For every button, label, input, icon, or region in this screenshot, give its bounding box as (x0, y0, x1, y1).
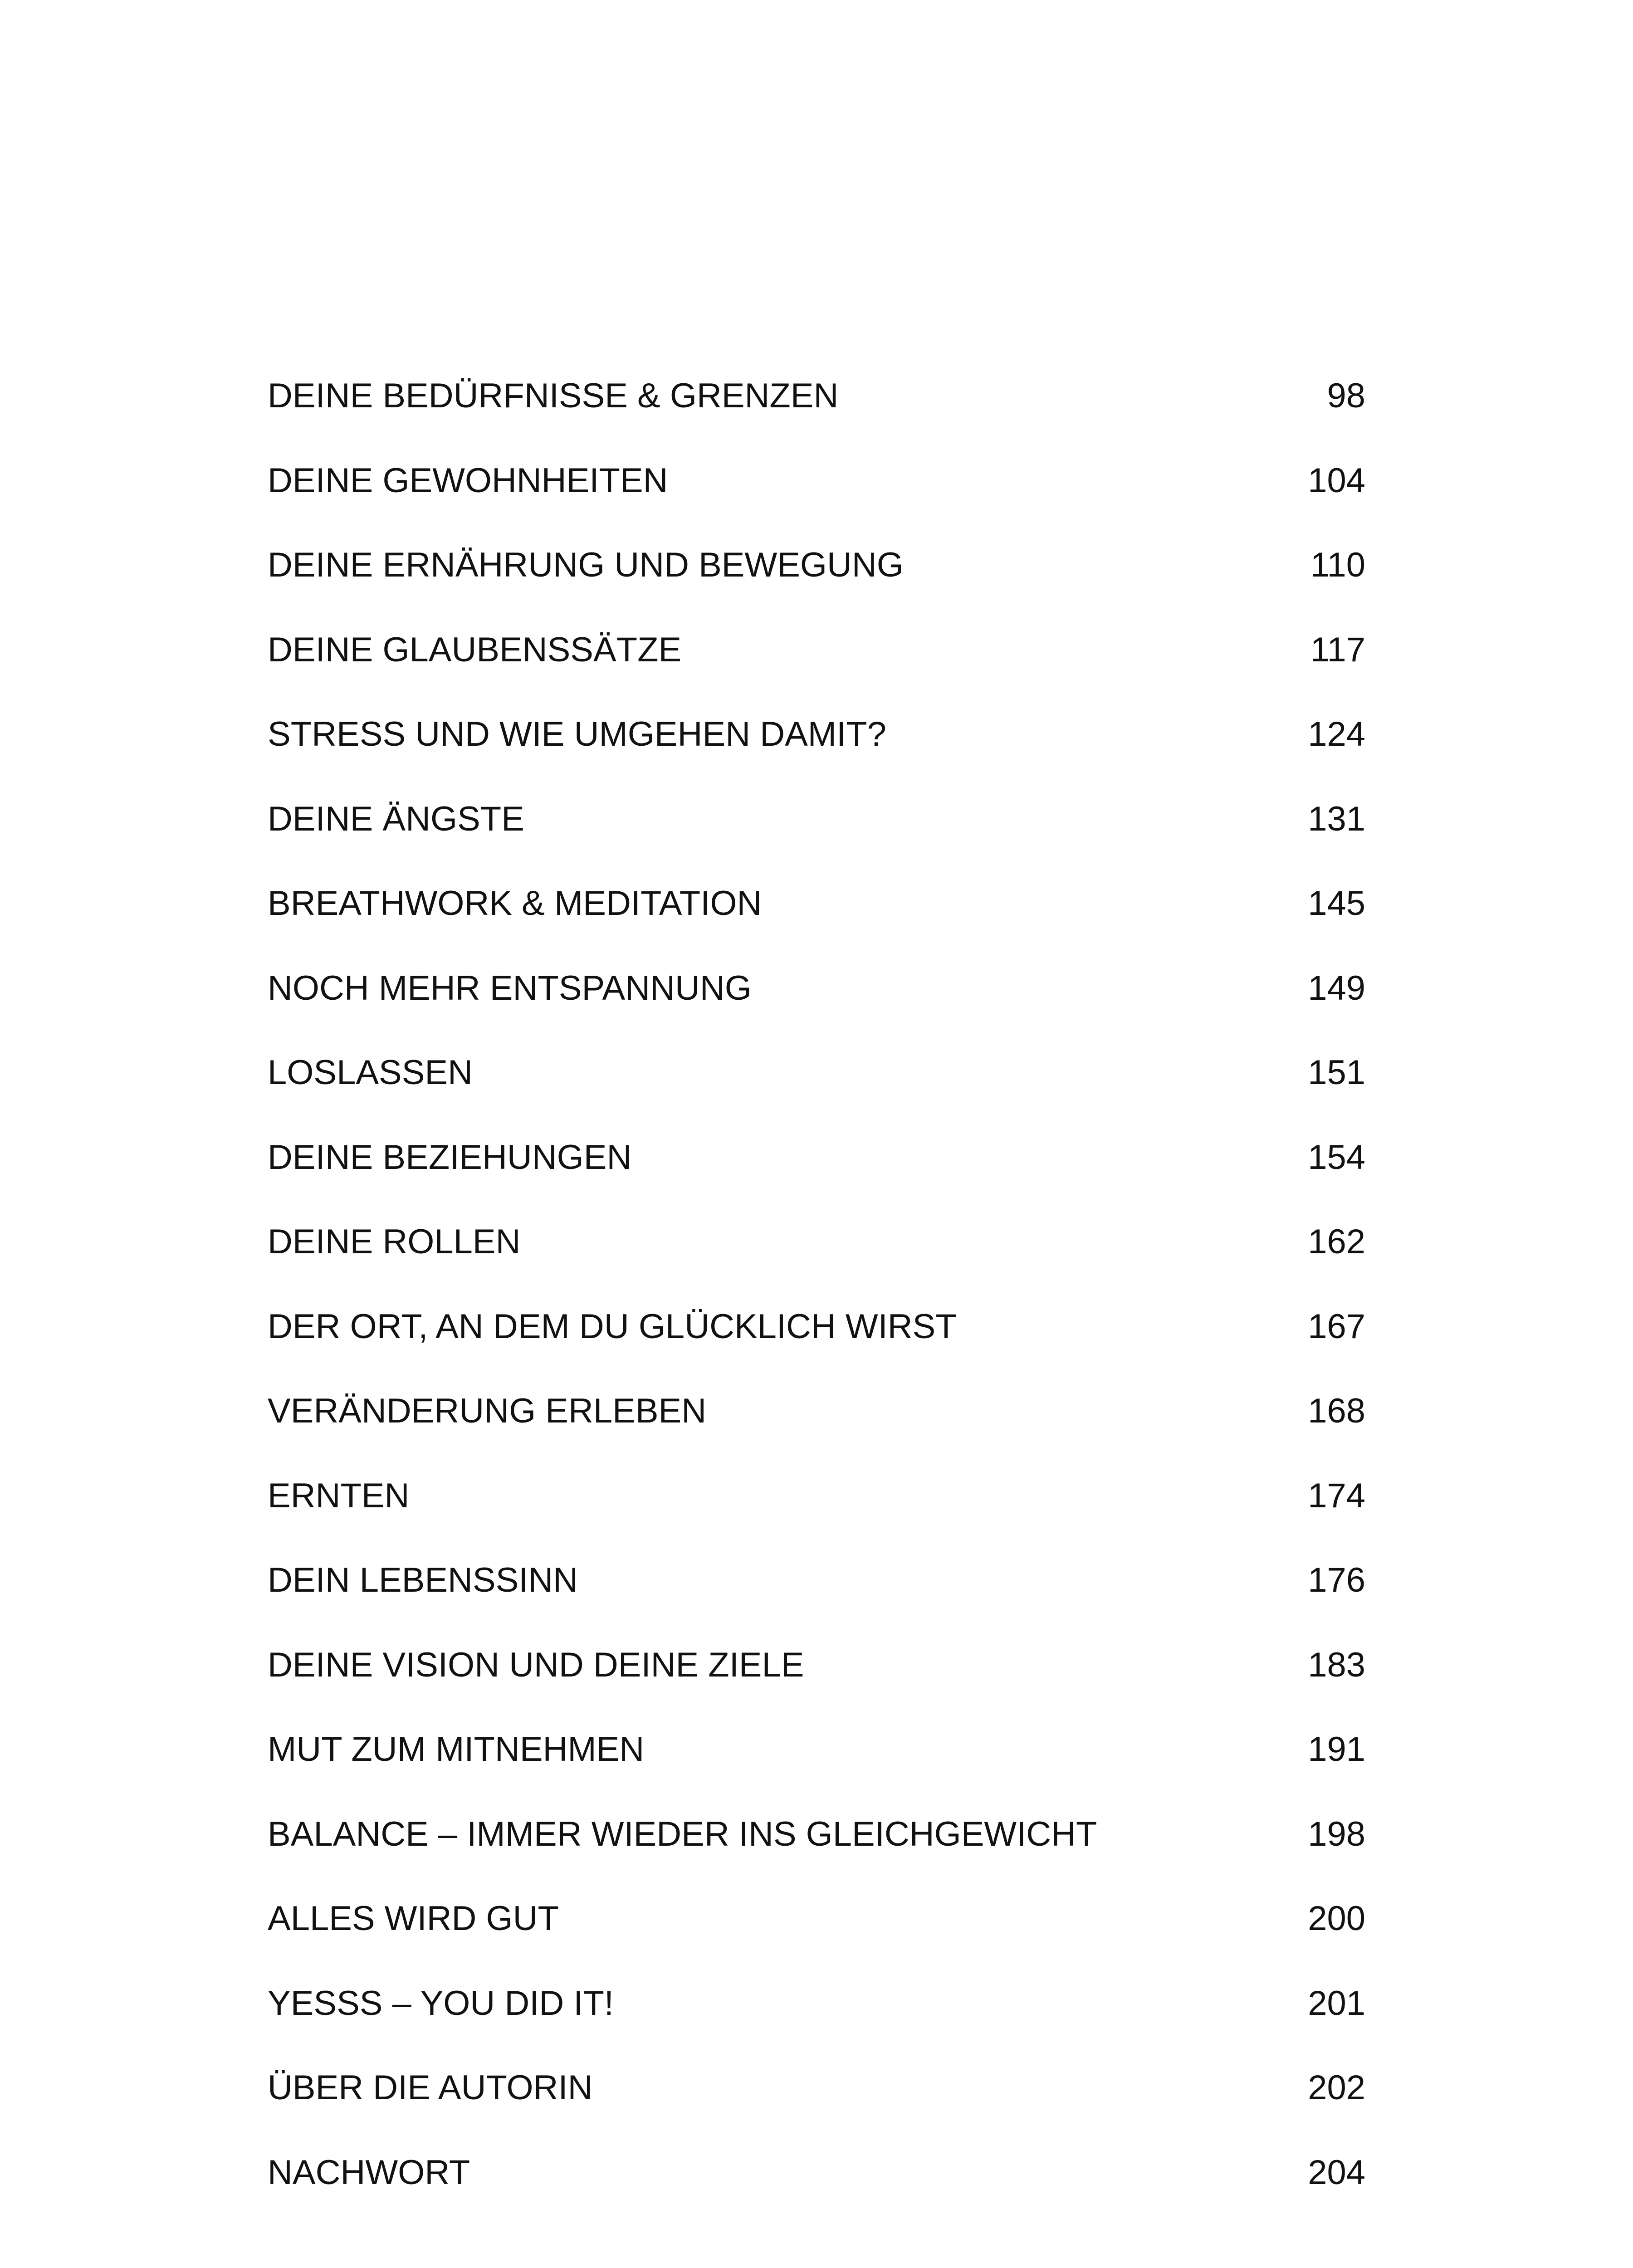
toc-entry-page-number: 183 (1308, 1645, 1365, 1684)
toc-entry-title: STRESS UND WIE UMGEHEN DAMIT? (268, 715, 886, 754)
toc-entry (268, 1877, 1365, 1961)
toc-entry-title: DER ORT, AN DEM DU GLÜCKLICH WIRST (268, 1307, 957, 1346)
toc-entry-title: VERÄNDERUNG ERLEBEN (268, 1392, 707, 1431)
toc-entry-title: DEINE ERNÄHRUNG UND BEWEGUNG (268, 546, 904, 585)
toc-entry (268, 1623, 1365, 1708)
toc-entry-title: DEINE ROLLEN (268, 1222, 521, 1261)
toc-entry-title: DEINE GLAUBENSSÄTZE (268, 630, 682, 669)
toc-entry-page-number: 145 (1308, 884, 1365, 923)
toc-entry-title: MUT ZUM MITNEHMEN (268, 1730, 645, 1769)
toc-entry-page-number: 174 (1308, 1476, 1365, 1515)
toc-entry-page-number: 151 (1308, 1053, 1365, 1092)
toc-entry-title: DEINE BEZIEHUNGEN (268, 1138, 632, 1177)
toc-entry (268, 608, 1365, 693)
toc-entry-title: ÜBER DIE AUTORIN (268, 2068, 593, 2107)
toc-entry-title: NACHWORT (268, 2153, 470, 2192)
toc-entry (268, 1792, 1365, 1877)
toc-entry (268, 777, 1365, 862)
toc-entry (268, 946, 1365, 1031)
toc-entry-page-number: 167 (1308, 1307, 1365, 1346)
toc-entry-page-number: 98 (1327, 376, 1365, 415)
toc-entry-title: YESSS – YOU DID IT! (268, 1984, 614, 2023)
toc-entry (268, 1454, 1365, 1539)
toc-entry-page-number: 154 (1308, 1138, 1365, 1177)
toc-entry-title: DEINE ÄNGSTE (268, 799, 524, 838)
toc-entry-title: ALLES WIRD GUT (268, 1899, 559, 1938)
toc-entry (268, 2046, 1365, 2131)
toc-entry (268, 1115, 1365, 1200)
toc-entry-title: BALANCE – IMMER WIEDER INS GLEICHGEWICHT (268, 1814, 1097, 1853)
table-of-contents (268, 354, 1365, 2215)
toc-entry (268, 1285, 1365, 1369)
toc-entry (268, 439, 1365, 523)
toc-entry-title: DEIN LEBENSSINN (268, 1561, 578, 1600)
toc-entry (268, 861, 1365, 946)
toc-entry-page-number: 124 (1308, 715, 1365, 754)
toc-entry-page-number: 176 (1308, 1561, 1365, 1600)
toc-entry (268, 523, 1365, 608)
toc-entry-title: DEINE GEWOHNHEITEN (268, 461, 668, 500)
toc-entry-title: NOCH MEHR ENTSPANNUNG (268, 968, 752, 1007)
toc-entry-page-number: 191 (1308, 1730, 1365, 1769)
toc-entry-page-number: 149 (1308, 968, 1365, 1007)
toc-entry-page-number: 110 (1310, 546, 1365, 585)
toc-entry-page-number: 198 (1308, 1814, 1365, 1853)
toc-entry-page-number: 201 (1308, 1984, 1365, 2023)
toc-entry (268, 1200, 1365, 1285)
toc-entry (268, 692, 1365, 777)
toc-entry (268, 1031, 1365, 1115)
toc-entry-page-number: 131 (1308, 799, 1365, 838)
toc-entry-title: LOSLASSEN (268, 1053, 473, 1092)
toc-entry (268, 1961, 1365, 2046)
toc-entry-page-number: 117 (1310, 630, 1365, 669)
toc-entry-page-number: 162 (1308, 1222, 1365, 1261)
toc-entry-page-number: 204 (1308, 2153, 1365, 2192)
toc-entry (268, 2131, 1365, 2215)
toc-entry-page-number: 168 (1308, 1392, 1365, 1431)
toc-entry-title: ERNTEN (268, 1476, 410, 1515)
toc-entry-page-number: 200 (1308, 1899, 1365, 1938)
toc-entry (268, 1369, 1365, 1454)
toc-entry-title: DEINE VISION UND DEINE ZIELE (268, 1645, 804, 1684)
toc-entry-title: DEINE BEDÜRFNISSE & GRENZEN (268, 376, 839, 415)
toc-entry (268, 354, 1365, 439)
toc-entry (268, 1707, 1365, 1792)
toc-entry-title: BREATHWORK & MEDITATION (268, 884, 762, 923)
toc-entry-page-number: 202 (1308, 2068, 1365, 2107)
toc-entry-page-number: 104 (1308, 461, 1365, 500)
toc-entry (268, 1538, 1365, 1623)
